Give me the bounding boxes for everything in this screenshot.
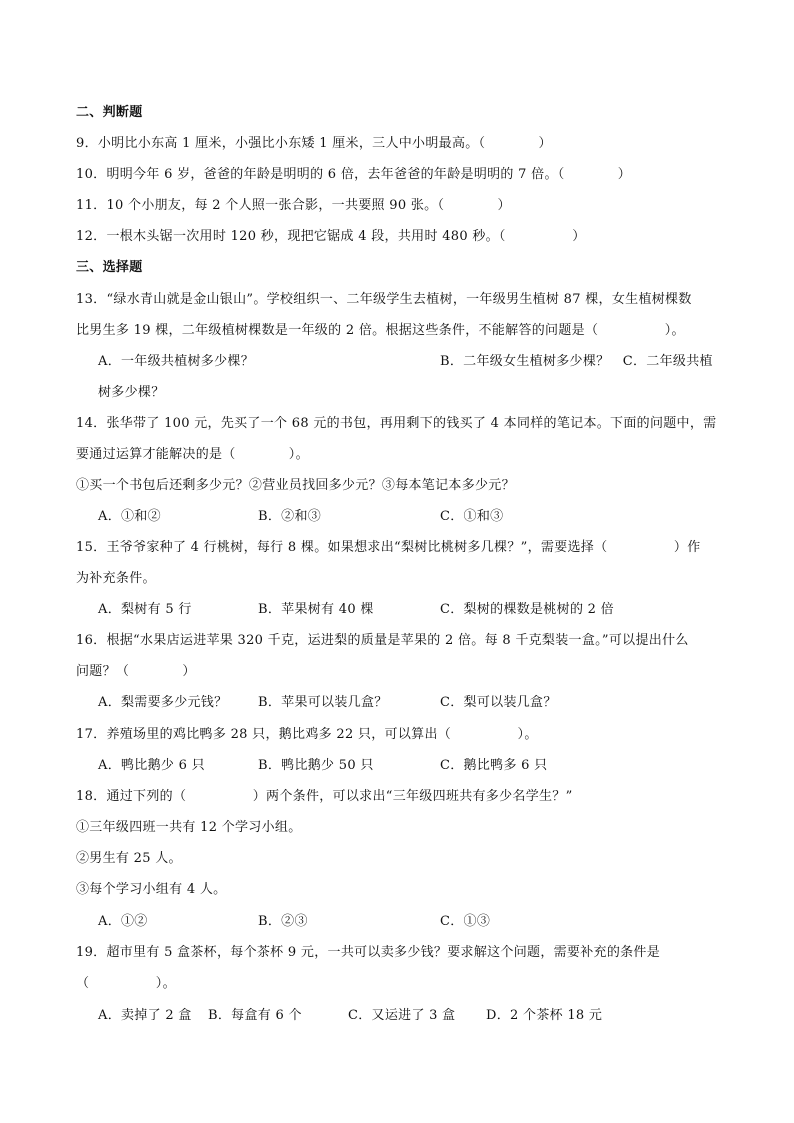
question-14-option-c: C．①和③	[440, 509, 504, 524]
question-16-option-b: B．苹果可以装几盒？	[258, 695, 388, 710]
question-18-option-b: B．②③	[258, 914, 308, 929]
question-16-option-a: A．梨需要多少元钱？	[98, 695, 228, 710]
question-15-option-a: A．梨树有 5 行	[98, 602, 192, 617]
question-18-condition-2: ②男生有 25 人。	[76, 851, 182, 866]
question-17-option-a: A．鸭比鹅少 6 只	[98, 758, 205, 773]
question-14-line2: 要通过运算才能解决的是（ ）。	[76, 447, 309, 462]
question-13-line1: 13．“绿水青山就是金山银山”。学校组织一、二年级学生去植树，一年级男生植树 87 棵，女生植树棵数	[76, 292, 692, 307]
question-18-option-c: C．①③	[440, 914, 491, 929]
question-15-option-b: B．苹果树有 40 棵	[258, 602, 374, 617]
question-15-option-c: C．梨树的棵数是桃树的 2 倍	[440, 602, 614, 617]
question-19-option-d: D．2 个茶杯 18 元	[486, 1008, 603, 1023]
question-14-line3: ①买一个书包后还剩多少元？②营业员找回多少元？③每本笔记本多少元？	[76, 478, 515, 493]
question-18-option-a: A．①②	[98, 914, 148, 929]
question-10: 10．明明今年 6 岁，爸爸的年龄是明明的 6 倍，去年爸爸的年龄是明明的 7 倍。（ ）	[76, 167, 632, 182]
question-16-option-c: C．梨可以装几盒？	[440, 695, 557, 710]
section-title-choice: 三、选择题	[76, 260, 143, 275]
question-13-line2: 比男生多 19 棵，二年级植树棵数是一年级的 2 倍。根据这些条件，不能解答的问题是（ ）。	[76, 323, 685, 338]
question-14-line1: 14．张华带了 100 元，先买了一个 68 元的书包，再用剩下的钱买了 4 本同样的笔记本。下面的问题中，需	[76, 416, 717, 431]
question-19-option-a: A．卖掉了 2 盒	[98, 1008, 192, 1023]
question-18-condition-3: ③每个学习小组有 4 人。	[76, 882, 227, 897]
question-19-line2: （ ）。	[76, 976, 176, 991]
question-14-option-b: B．②和③	[258, 509, 322, 524]
question-18-condition-1: ①三年级四班一共有 12 个学习小组。	[76, 820, 302, 835]
question-11: 11．10 个小朋友，每 2 个人照一张合影，一共要照 90 张。（ ）	[76, 198, 511, 213]
question-19-line1: 19．超市里有 5 盒茶杯，每个茶杯 9 元，一共可以卖多少钱？要求解这个问题，需要补充的条件是	[76, 945, 661, 960]
question-16-line2: 问题？（ ）	[76, 664, 196, 679]
question-14-option-a: A．①和②	[98, 509, 161, 524]
question-13-option-b: B．二年级女生植树多少棵？ C．二年级共植	[440, 354, 713, 369]
question-19-option-b: B．每盒有 6 个	[208, 1008, 302, 1023]
question-15-line1: 15．王爷爷家种了 4 行桃树，每行 8 棵。如果想求出“梨树比桃树多几棵？”，需要选择（ ）作	[76, 540, 701, 555]
question-9: 9．小明比小东高 1 厘米，小强比小东矮 1 厘米，三人中小明最高。（ ）	[76, 136, 552, 151]
section-title-judgement: 二、判断题	[76, 105, 143, 120]
question-19-option-c: C．又运进了 3 盒	[348, 1008, 456, 1023]
question-13-option-a: A．一年级共植树多少棵？	[98, 354, 254, 369]
question-16-line1: 16．根据“水果店运进苹果 320 千克，运进梨的质量是苹果的 2 倍。每 8 千克梨装一盒。”可以提出什么	[76, 633, 689, 648]
question-18-line1: 18．通过下列的（ ）两个条件，可以求出“三年级四班共有多少名学生？”	[76, 789, 573, 804]
question-17-option-c: C．鹅比鸭多 6 只	[440, 758, 548, 773]
question-12: 12．一根木头锯一次用时 120 秒，现把它锯成 4 段，共用时 480 秒。（ ）	[76, 229, 586, 244]
question-13-option-c-cont: 树多少棵？	[98, 385, 165, 400]
question-15-line2: 为补充条件。	[76, 571, 156, 586]
question-17-line1: 17．养殖场里的鸡比鸭多 28 只，鹅比鸡多 22 只，可以算出（ ）。	[76, 727, 538, 742]
question-17-option-b: B．鸭比鹅少 50 只	[258, 758, 374, 773]
